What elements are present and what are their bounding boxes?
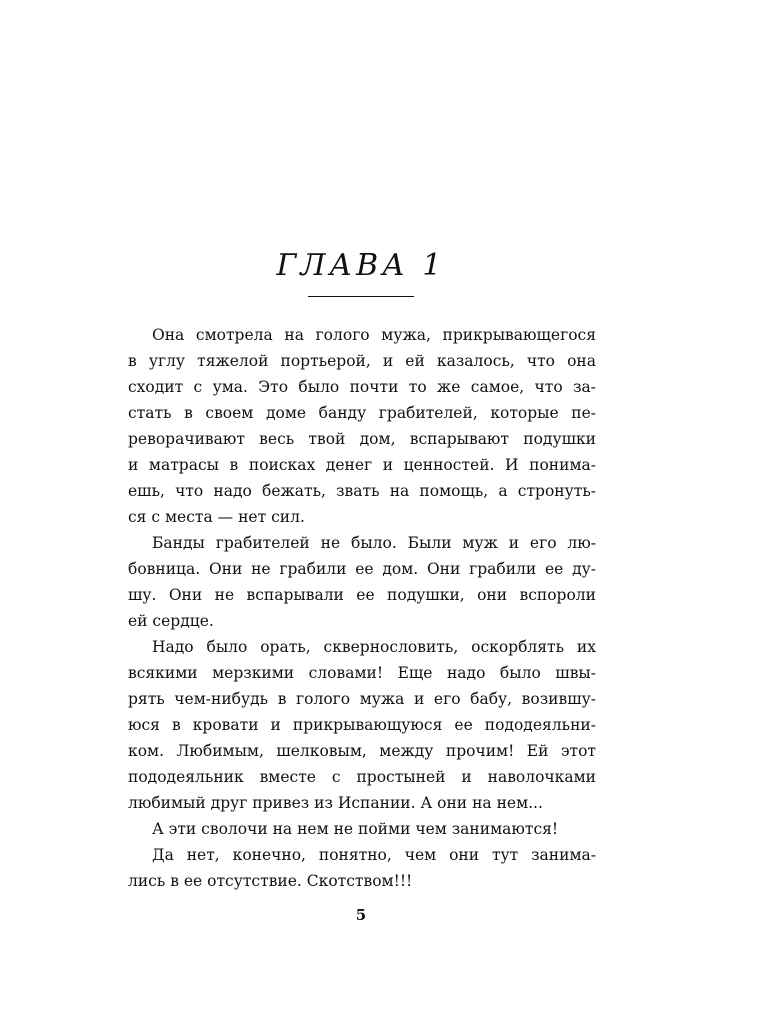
body-text	[128, 322, 596, 894]
text-line: ешь, что надо бежать, звать на помощь, а стронуть-	[128, 482, 596, 500]
text-line: ся с места — нет сил.	[128, 508, 305, 526]
text-line: в углу тяжелой портьерой, и ей казалось, что она	[128, 352, 596, 370]
text-line: лись в ее отсутствие. Скотством!!!	[128, 872, 413, 890]
text-line: шу. Они не вспарывали ее подушки, они вспороли	[128, 586, 596, 604]
text-line: бовница. Они не грабили ее дом. Они грабили ее ду-	[128, 560, 596, 578]
chapter-title-underline	[308, 296, 414, 297]
text-line: ком. Любимым, шелковым, между прочим! Ей этот	[128, 742, 596, 760]
text-line: Да нет, конечно, понятно, чем они тут занима-	[152, 846, 596, 864]
text-line: и матрасы в поисках денег и ценностей. И понима-	[128, 456, 596, 474]
text-line: реворачивают весь твой дом, вспарывают подушки	[128, 430, 596, 448]
text-line: Она смотрела на голого мужа, прикрывающегося	[152, 326, 596, 344]
chapter-title: ГЛАВА 1	[276, 248, 446, 283]
text-line: рять чем-нибудь в голого мужа и его бабу, возившу-	[128, 690, 596, 708]
text-line: юся в кровати и прикрывающуюся ее пододеяльни-	[128, 716, 596, 734]
text-line: сходит с ума. Это было почти то же самое, что за-	[128, 378, 596, 396]
text-line: всякими мерзкими словами! Еще надо было швы-	[128, 664, 596, 682]
text-line: пододеяльник вместе с простыней и наволочками	[128, 768, 596, 786]
text-line: Банды грабителей не было. Были муж и его лю-	[152, 534, 596, 552]
text-line: ей сердце.	[128, 612, 214, 630]
text-line: любимый друг привез из Испании. А они на нем...	[128, 794, 543, 812]
text-line: Надо было орать, сквернословить, оскорблять их	[152, 638, 596, 656]
page-number: 5	[355, 906, 367, 924]
text-line: А эти сволочи на нем не пойми чем занимаются!	[152, 820, 559, 838]
text-line: стать в своем доме банду грабителей, которые пе-	[128, 404, 596, 422]
